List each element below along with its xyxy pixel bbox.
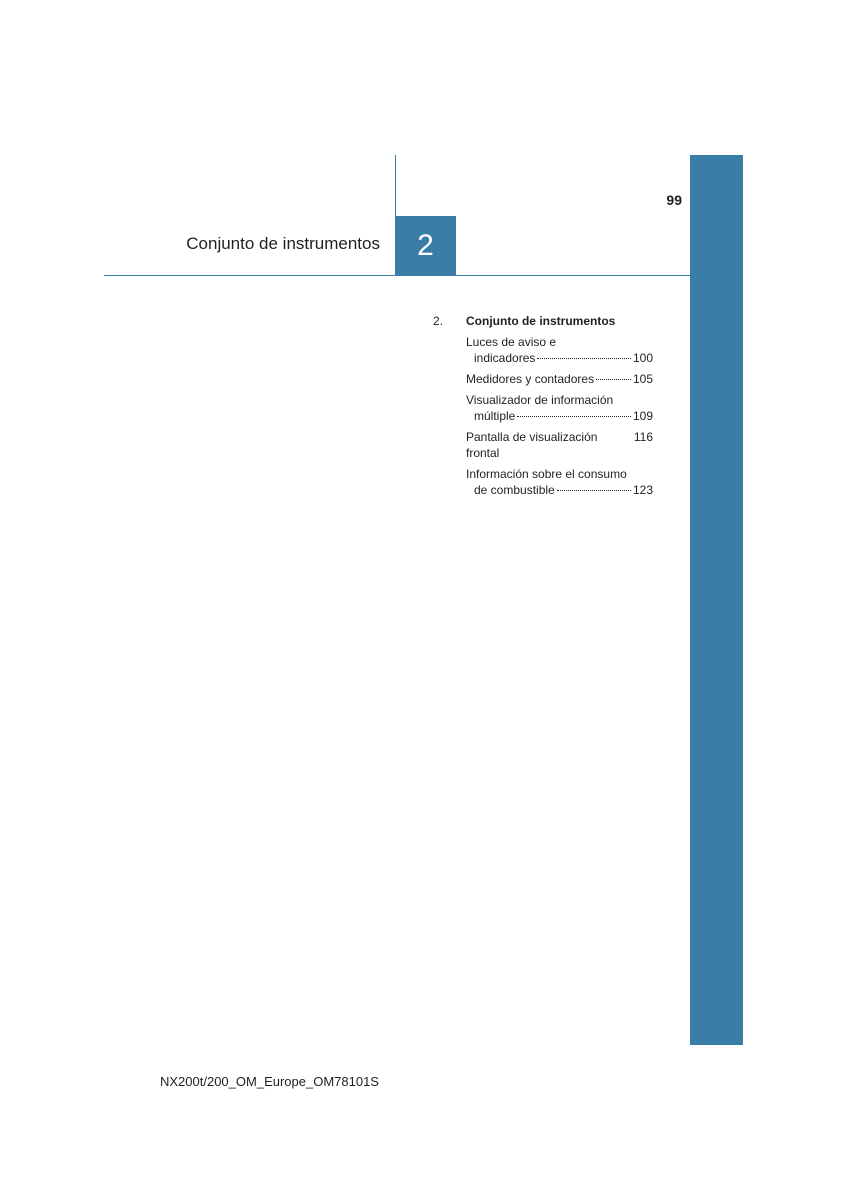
toc-entry[interactable] xyxy=(466,334,653,366)
toc-entry-title-line2: de combustible xyxy=(474,483,555,497)
toc-entry-page: 109 xyxy=(632,409,653,423)
toc-entry-page: 116 xyxy=(633,430,653,444)
chapter-side-tab xyxy=(690,155,743,1045)
toc-entry-title: Medidores y contadores xyxy=(466,372,595,386)
toc-entry-title-line2: indicadores xyxy=(474,351,536,365)
toc-entry[interactable] xyxy=(466,392,653,424)
toc-entry-page: 105 xyxy=(632,372,653,386)
toc-dot-leader xyxy=(537,358,631,359)
toc-entry[interactable] xyxy=(466,429,653,461)
toc-dot-leader xyxy=(557,490,631,491)
toc-section-number: 2. xyxy=(433,314,444,328)
chapter-number: 2 xyxy=(417,229,434,262)
toc-entry-title-line1: Luces de aviso e xyxy=(466,335,557,349)
footer-document-code: NX200t/200_OM_Europe_OM78101S xyxy=(160,1074,379,1089)
toc-entry-title-line1: Visualizador de información xyxy=(466,393,614,407)
toc-entry[interactable] xyxy=(466,371,653,387)
toc-section-heading xyxy=(433,313,653,329)
toc-entry-page: 123 xyxy=(632,483,653,497)
toc-entry-title: Pantalla de visualización frontal xyxy=(466,430,598,460)
vertical-rule xyxy=(395,155,396,217)
table-of-contents xyxy=(433,313,653,503)
toc-section-title: Conjunto de instrumentos xyxy=(466,314,616,328)
chapter-title: Conjunto de instrumentos xyxy=(186,234,380,253)
toc-entry-page: 100 xyxy=(632,351,653,365)
toc-entry-title-line2: múltiple xyxy=(474,409,516,423)
toc-entry[interactable] xyxy=(466,466,653,498)
toc-dot-leader xyxy=(517,416,631,417)
chapter-number-box xyxy=(395,216,456,276)
toc-entry-title-line1: Información sobre el consumo xyxy=(466,467,627,481)
toc-dot-leader xyxy=(596,379,631,380)
page-number: 99 xyxy=(666,192,682,208)
